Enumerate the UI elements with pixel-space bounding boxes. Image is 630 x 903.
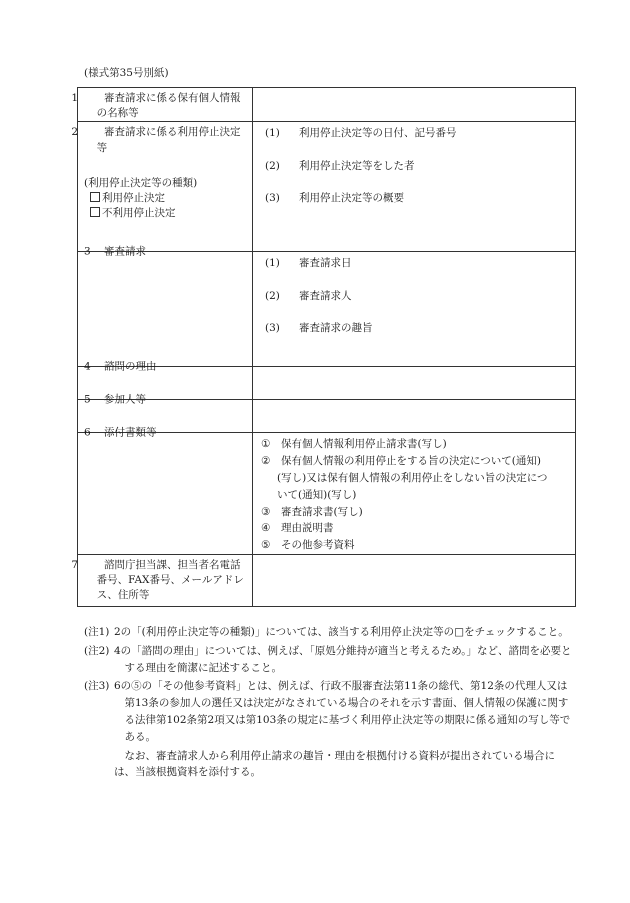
list-item: (1) 利用停止決定等の日付、記号番号 bbox=[265, 127, 457, 140]
row-label: 審査請求に係る保有個人情報の名称等 bbox=[96, 92, 241, 120]
option-label: 利用停止決定 bbox=[102, 192, 165, 205]
table-row bbox=[78, 433, 576, 555]
list-item: (2) 審査請求人 bbox=[265, 289, 352, 302]
list-item: ① 保有個人情報利用停止請求書(写し) bbox=[261, 438, 447, 451]
table-row bbox=[78, 367, 576, 400]
row-label: 参加人等 bbox=[104, 393, 146, 406]
table-row bbox=[78, 252, 576, 367]
row3-label-cell bbox=[78, 245, 253, 367]
list-item: ② 保有個人情報の利用停止をする旨の決定について(通知) bbox=[261, 455, 541, 468]
row1-value-cell[interactable] bbox=[253, 88, 576, 122]
row-number: 2 bbox=[71, 126, 79, 139]
list-item-continuation: いて(通知)(写し) bbox=[277, 488, 357, 501]
option-label: 不利用停止決定 bbox=[102, 207, 176, 220]
row-number: 6 bbox=[84, 426, 91, 439]
row-number: 7 bbox=[71, 559, 79, 572]
checkbox-icon[interactable] bbox=[90, 192, 100, 202]
list-item: ⑤ その他参考資料 bbox=[261, 539, 355, 552]
row2-label-cell bbox=[71, 122, 253, 252]
row-label: 審査請求 bbox=[104, 245, 146, 258]
list-item: (3) 審査請求の趣旨 bbox=[265, 321, 373, 334]
note-2: (注2) 4の「諮問の理由」については、例えば、「原処分維持が適当と考えるため。」など、諮問を必要とする理由を簡潔に記述すること。 bbox=[84, 644, 572, 674]
row-label: 審査請求に係る利用停止決定等 bbox=[96, 126, 241, 154]
list-item: ③ 審査請求書(写し) bbox=[261, 505, 363, 518]
list-item: (1) 審査請求日 bbox=[265, 257, 352, 270]
row6-label-cell bbox=[78, 426, 253, 555]
note-additional: なお、審査請求人から利用停止請求の趣旨・理由を根拠付ける資料が提出されている場合には、当該根拠資料を添付する。 bbox=[114, 749, 555, 779]
row3-value-cell[interactable] bbox=[253, 252, 576, 367]
list-item: (2) 利用停止決定等をした者 bbox=[265, 159, 415, 172]
list-item: (3) 利用停止決定等の概要 bbox=[265, 191, 404, 204]
note-1: (注1) 2の「(利用停止決定等の種類)」については、該当する利用停止決定等の□をチェックすること。 bbox=[84, 626, 569, 638]
row7-label-cell bbox=[71, 555, 253, 607]
checkbox-option-no-usage-stop[interactable] bbox=[78, 206, 252, 221]
notes-section bbox=[84, 624, 574, 781]
referral-form-table bbox=[71, 87, 576, 607]
note-3: (注3) 6の⑤の「その他参考資料」とは、例えば、行政不服審査法第11条の総代、第12条の代理人又は第13条の参加人の選任又は決定がなされている場合のそれを示す書面、個人情報の保護に関する法律第102条第2項又は第103条の規定に基づく利用停止決定等の期限に係る通知の写し等である。 bbox=[84, 680, 571, 743]
table-row bbox=[78, 122, 576, 252]
checkbox-icon[interactable] bbox=[90, 207, 100, 217]
row2-value-cell[interactable] bbox=[253, 122, 576, 252]
row4-value-cell[interactable] bbox=[253, 367, 576, 400]
form-label: (様式第35号別紙) bbox=[84, 67, 169, 79]
row-label: 添付書類等 bbox=[104, 426, 157, 439]
table-row bbox=[78, 555, 576, 607]
decision-kind-title: (利用停止決定等の種類) bbox=[84, 176, 198, 189]
list-item-continuation: (写し)又は保有個人情報の利用停止をしない旨の決定につ bbox=[277, 472, 548, 485]
row-label: 諮問の理由 bbox=[104, 360, 157, 373]
row-number: 5 bbox=[84, 393, 91, 406]
list-item: ④ 理由説明書 bbox=[261, 522, 334, 535]
row-number: 1 bbox=[71, 92, 79, 104]
row6-value-cell bbox=[253, 433, 576, 555]
checkbox-option-usage-stop[interactable] bbox=[78, 191, 252, 206]
row1-label-cell bbox=[71, 88, 253, 122]
table-row bbox=[78, 88, 576, 122]
row7-value-cell[interactable] bbox=[253, 555, 576, 607]
row-number: 4 bbox=[84, 360, 91, 373]
row-number: 3 bbox=[84, 245, 91, 258]
row-label: 諮問庁担当課、担当者名電話番号、FAX番号、メールアドレス、住所等 bbox=[96, 559, 244, 602]
row5-value-cell[interactable] bbox=[253, 400, 576, 433]
